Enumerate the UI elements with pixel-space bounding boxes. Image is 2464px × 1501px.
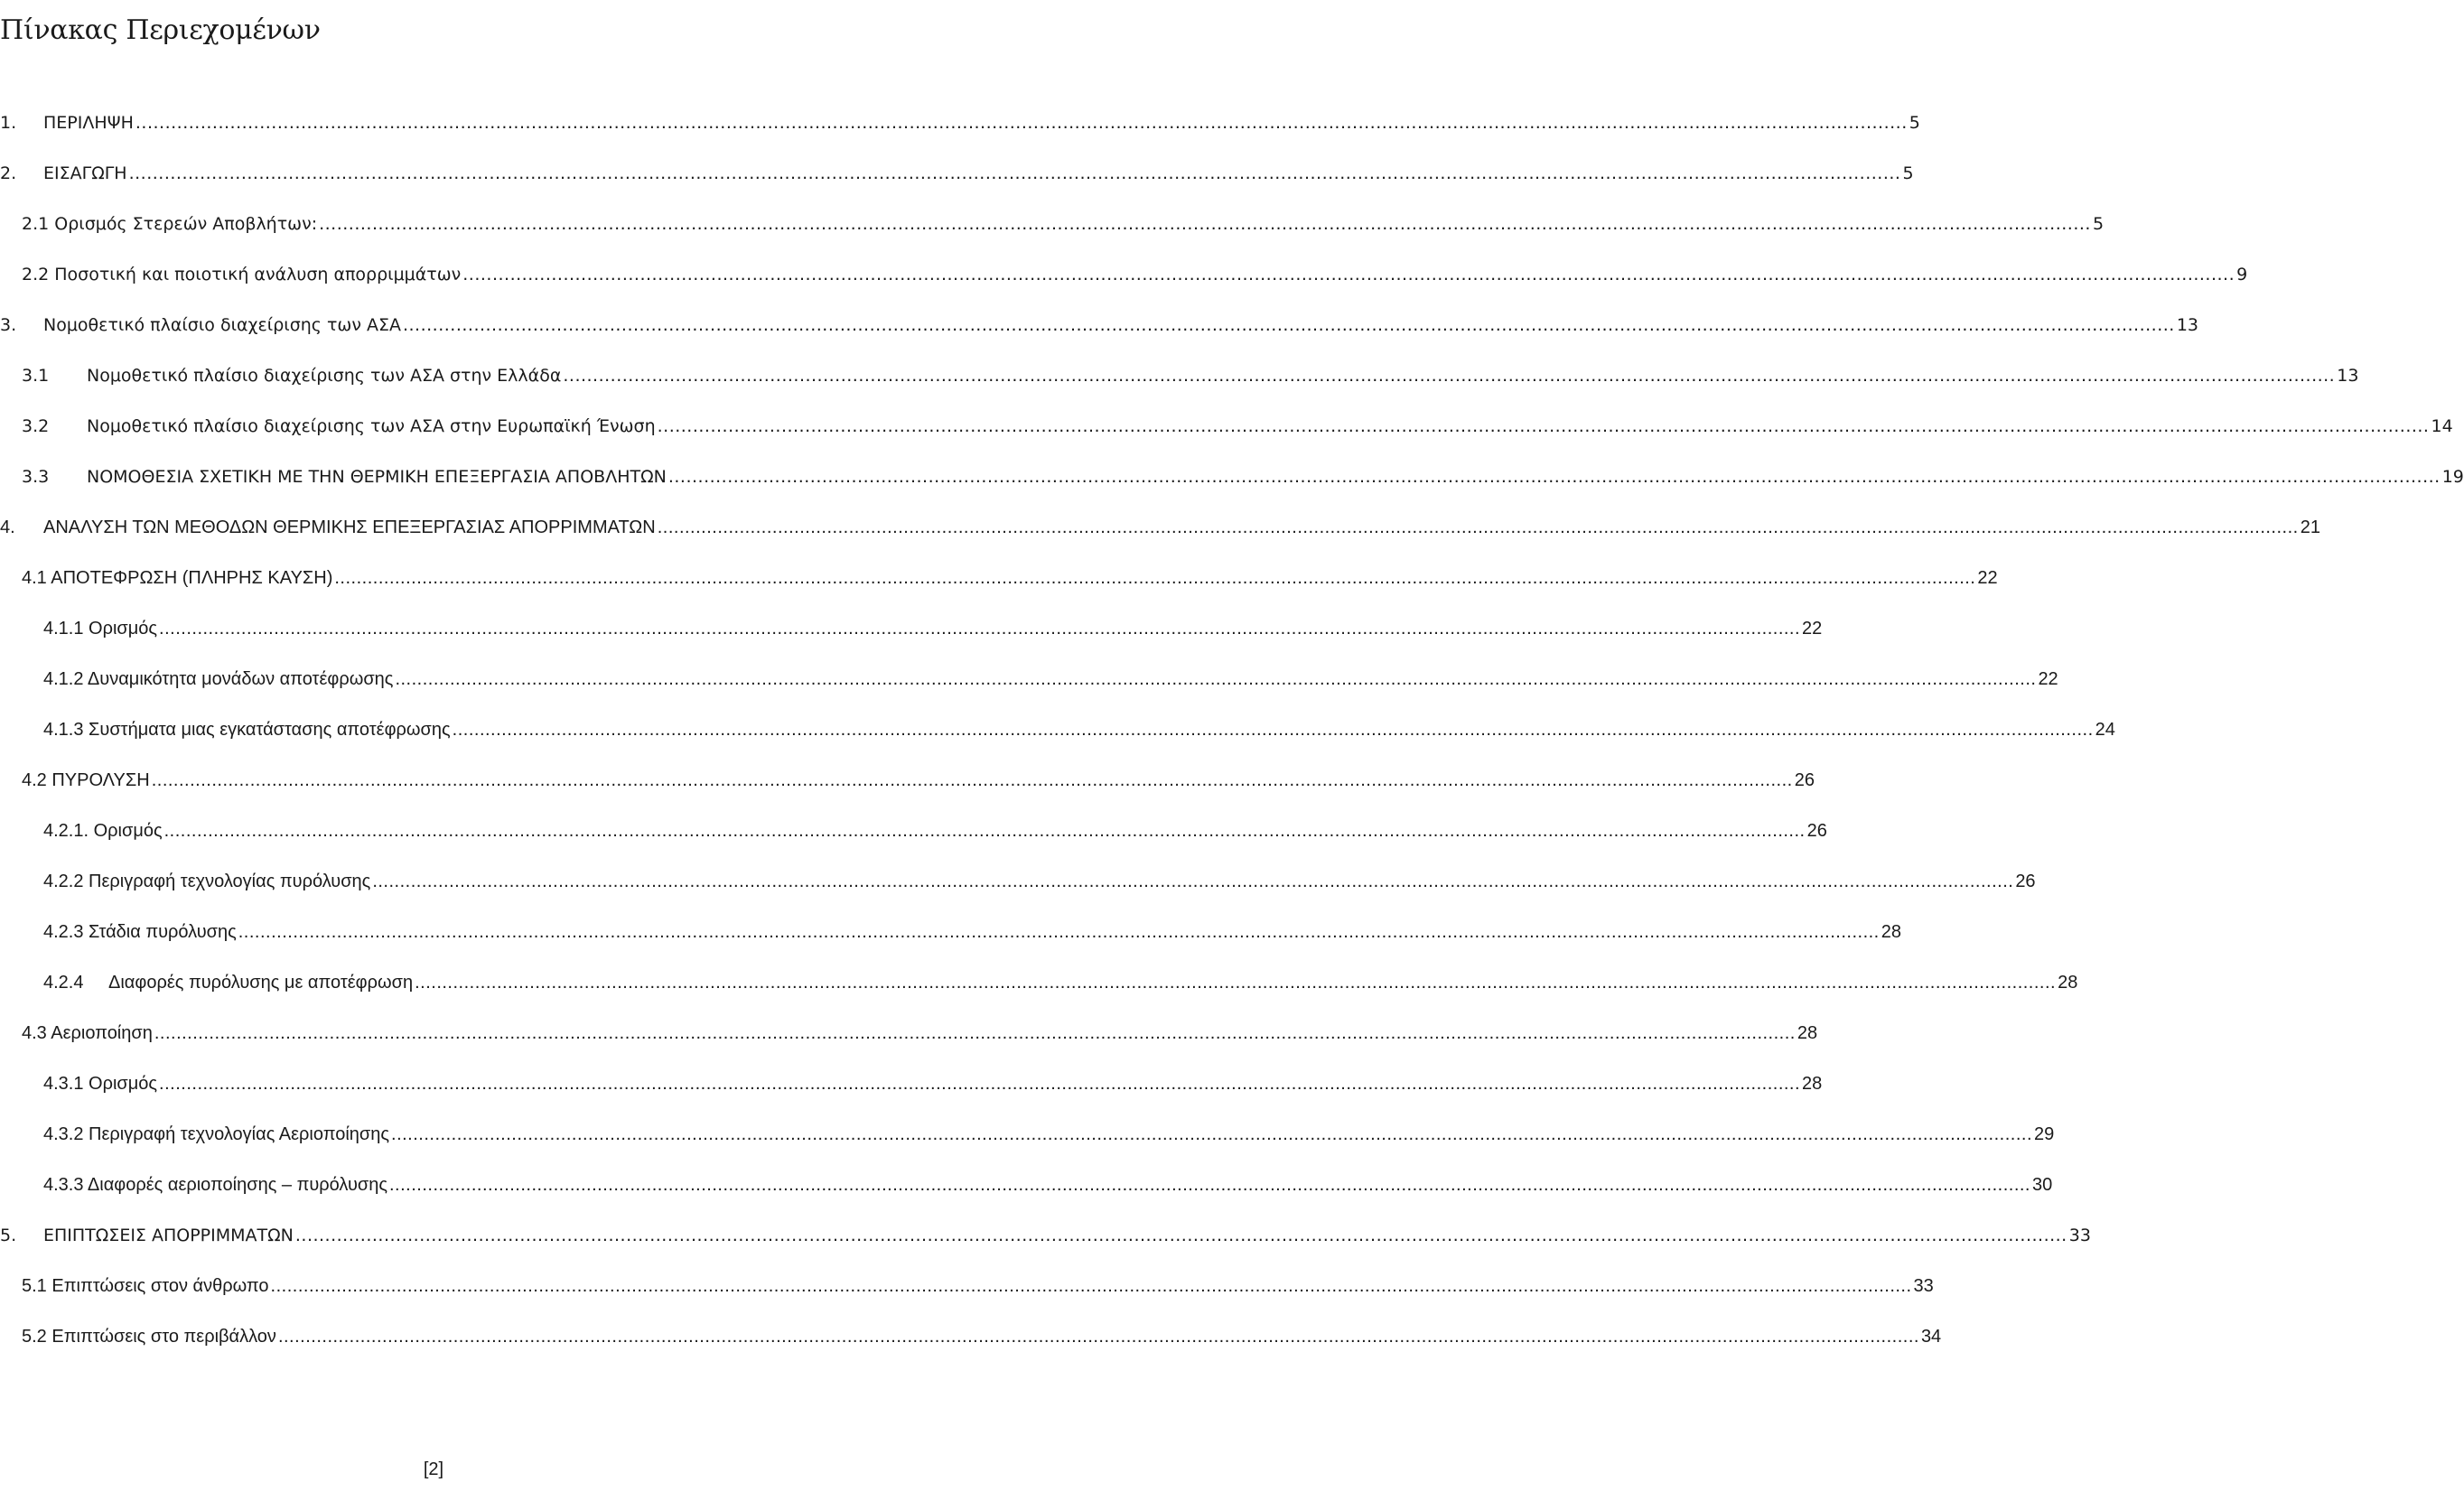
- toc-entry-page: 5: [1902, 163, 1914, 183]
- toc-leader-dots: ............................................................................................................................................................................................................................................................................................................: [270, 1275, 1912, 1296]
- toc-leader-dots: ............................................................................................................................................................................................................................................................................................................: [277, 1326, 1919, 1347]
- toc-entry-number: 3.: [0, 315, 17, 335]
- toc-entry-number: 4.: [0, 517, 15, 537]
- toc-entry-text: 5.1 Επιπτώσεις στον άνθρωπο: [22, 1275, 269, 1296]
- toc-entry-text: 4.2 ΠΥΡΟΛΥΣΗ: [22, 769, 150, 790]
- toc-entry[interactable]: [0, 1222, 2091, 1249]
- toc-entry[interactable]: [0, 160, 1914, 187]
- toc-entry[interactable]: [43, 1070, 1823, 1097]
- toc-entry-text: 4.1 ΑΠΟΤΕΦΡΩΣΗ (ΠΛΗΡΗΣ ΚΑΥΣΗ): [22, 567, 333, 588]
- toc-entry-text: 4.3.2 Περιγραφή τεχνολογίας Αεριοποίησης: [43, 1123, 390, 1144]
- toc-entry-text: Νομοθετικό πλαίσιο διαχείρισης των ΑΣΑ στην Ελλάδα: [87, 366, 562, 386]
- toc-entry-text: 5.2 Επιπτώσεις στο περιβάλλον: [22, 1326, 276, 1347]
- toc-leader-dots: ............................................................................................................................................................................................................................................................................................................: [657, 517, 2299, 537]
- toc-entry-page: 22: [1802, 618, 1823, 639]
- toc-entry-number: 3.1: [22, 366, 50, 386]
- toc-leader-dots: ............................................................................................................................................................................................................................................................................................................: [154, 1022, 1796, 1043]
- toc-entry[interactable]: [43, 716, 2115, 743]
- toc-leader-dots: ............................................................................................................................................................................................................................................................................................................: [667, 467, 2441, 487]
- toc-leader-dots: ............................................................................................................................................................................................................................................................................................................: [151, 769, 1793, 790]
- toc-leader-dots: ............................................................................................................................................................................................................................................................................................................: [163, 820, 1806, 841]
- toc-entry-page: 26: [2015, 871, 2036, 891]
- toc-entry[interactable]: [22, 210, 2105, 238]
- toc-entry-number: 5.: [0, 1226, 17, 1245]
- toc-entry-text: 2.1 Ορισμός Στερεών Αποβλήτων:: [22, 214, 318, 234]
- toc-entry-page: 30: [2032, 1174, 2053, 1195]
- toc-leader-dots: ............................................................................................................................................................................................................................................................................................................: [657, 416, 2430, 436]
- toc-entry[interactable]: [22, 463, 2464, 490]
- toc-entry[interactable]: [43, 918, 1901, 946]
- toc-entry[interactable]: [0, 109, 1920, 136]
- toc-entry-page: 21: [2300, 517, 2320, 537]
- toc-leader-dots: ............................................................................................................................................................................................................................................................................................................: [372, 871, 2014, 891]
- toc-entry-number: 3.2: [22, 416, 50, 436]
- toc-entry[interactable]: [22, 1273, 1934, 1300]
- toc-entry-text: ΕΠΙΠΤΩΣΕΙΣ ΑΠΟΡΡΙΜΜΑΤΩΝ: [43, 1226, 294, 1245]
- toc-leader-dots: ............................................................................................................................................................................................................................................................................................................: [389, 1174, 2030, 1195]
- toc-entry-page: 33: [1913, 1275, 1934, 1296]
- toc-entry-page: 9: [2236, 265, 2248, 284]
- toc-leader-dots: ............................................................................................................................................................................................................................................................................................................: [415, 972, 2057, 993]
- toc-entry-text: 2.2 Ποσοτική και ποιοτική ανάλυση απορριμμάτων: [22, 265, 462, 284]
- toc-entry-page: 5: [2092, 214, 2105, 234]
- page-number: [2]: [423, 1459, 444, 1479]
- toc-leader-dots: ............................................................................................................................................................................................................................................................................................................: [238, 921, 1880, 942]
- toc-entry-page: 28: [1881, 921, 1901, 942]
- toc-entry[interactable]: [22, 362, 2359, 389]
- toc-entry-text: 4.2.2 Περιγραφή τεχνολογίας πυρόλυσης: [43, 871, 371, 891]
- toc-entry-page: 33: [2068, 1226, 2091, 1245]
- toc-entry-number: 3.3: [22, 467, 50, 487]
- toc-leader-dots: ............................................................................................................................................................................................................................................................................................................: [159, 1073, 1801, 1094]
- toc-entry[interactable]: [22, 564, 1998, 592]
- toc-entry[interactable]: [22, 1323, 1942, 1350]
- toc-leader-dots: ............................................................................................................................................................................................................................................................................................................: [402, 315, 2175, 335]
- toc-entry-text: 4.3.3 Διαφορές αεριοποίησης – πυρόλυσης: [43, 1174, 387, 1195]
- toc-entry-page: 26: [1806, 820, 1827, 841]
- toc-entry[interactable]: [43, 969, 2078, 996]
- toc-entry[interactable]: [0, 312, 2199, 339]
- toc-entry-text: ΠΕΡΙΛΗΨΗ: [43, 113, 134, 133]
- toc-entry-page: 5: [1909, 113, 1920, 133]
- toc-leader-dots: ............................................................................................................................................................................................................................................................................................................: [452, 719, 2094, 740]
- toc-leader-dots: ............................................................................................................................................................................................................................................................................................................: [319, 214, 2091, 234]
- toc-entry[interactable]: [22, 1020, 1818, 1047]
- toc-entry-page: 28: [1797, 1022, 1818, 1043]
- toc-entry[interactable]: [43, 615, 1823, 642]
- toc-entry-page: 24: [2095, 719, 2115, 740]
- toc-leader-dots: ............................................................................................................................................................................................................................................................................................................: [391, 1123, 2033, 1144]
- toc-entry-text: 4.1.3 Συστήματα μιας εγκατάστασης αποτέφρωσης: [43, 719, 451, 740]
- toc-entry-page: 28: [1802, 1073, 1823, 1094]
- toc-entry[interactable]: [43, 1121, 2055, 1148]
- toc-entry-number: 1.: [0, 113, 17, 133]
- toc-entry[interactable]: [43, 1171, 2053, 1198]
- toc-entry[interactable]: [22, 767, 1815, 794]
- toc-entry-text: ΝΟΜΟΘΕΣΙΑ ΣΧΕΤΙΚΗ ΜΕ ΤΗΝ ΘΕΡΜΙΚΗ ΕΠΕΞΕΡΓΑΣΙΑ ΑΠΟΒΛΗΤΩΝ: [87, 467, 667, 487]
- toc-entry-number: 2.: [0, 163, 17, 183]
- toc-entry-number: 4.2.4: [43, 972, 84, 993]
- toc-leader-dots: ............................................................................................................................................................................................................................................................................................................: [128, 163, 1901, 183]
- toc-entry-text: Νομοθετικό πλαίσιο διαχείρισης των ΑΣΑ: [43, 315, 401, 335]
- toc-entry[interactable]: [43, 868, 2036, 895]
- toc-entry-page: 22: [1977, 567, 1998, 588]
- toc-entry[interactable]: [22, 413, 2453, 440]
- toc-leader-dots: ............................................................................................................................................................................................................................................................................................................: [395, 668, 2037, 689]
- toc-entry-page: 22: [2038, 668, 2058, 689]
- toc-entry-page: 13: [2337, 366, 2359, 386]
- toc-entry[interactable]: [43, 666, 2058, 693]
- toc-entry-page: 28: [2058, 972, 2078, 993]
- toc-entry[interactable]: [0, 514, 2320, 541]
- toc-entry-page: 14: [2431, 416, 2453, 436]
- toc-leader-dots: ............................................................................................................................................................................................................................................................................................................: [294, 1226, 2067, 1245]
- toc-entry[interactable]: [43, 817, 1827, 844]
- toc-entry-text: Νομοθετικό πλαίσιο διαχείρισης των ΑΣΑ στην Ευρωπαϊκή Ένωση: [87, 416, 656, 436]
- toc-leader-dots: ............................................................................................................................................................................................................................................................................................................: [462, 265, 2235, 284]
- toc-leader-dots: ............................................................................................................................................................................................................................................................................................................: [334, 567, 1976, 588]
- toc-entry-text: 4.1.1 Ορισμός: [43, 618, 158, 639]
- toc-leader-dots: ............................................................................................................................................................................................................................................................................................................: [563, 366, 2336, 386]
- toc-entry[interactable]: [22, 261, 2248, 288]
- toc-entry-text: ΑΝΑΛΥΣΗ ΤΩΝ ΜΕΘΟΔΩΝ ΘΕΡΜΙΚΗΣ ΕΠΕΞΕΡΓΑΣΙΑΣ ΑΠΟΡΡΙΜΜΑΤΩΝ: [43, 517, 656, 537]
- toc-entry-text: 4.2.3 Στάδια πυρόλυσης: [43, 921, 237, 942]
- toc-leader-dots: ............................................................................................................................................................................................................................................................................................................: [135, 113, 1908, 133]
- toc-entry-text: 4.1.2 Δυναμικότητα μονάδων αποτέφρωσης: [43, 668, 394, 689]
- toc-entry-page: 13: [2176, 315, 2199, 335]
- toc-entry-text: 4.3.1 Ορισμός: [43, 1073, 158, 1094]
- document-title: Πίνακας Περιεχομένων: [0, 14, 321, 47]
- toc-entry-text: Διαφορές πυρόλυσης με αποτέφρωση: [108, 972, 414, 993]
- toc-entry-text: 4.3 Αεριοποίηση: [22, 1022, 153, 1043]
- toc-entry-page: 19: [2441, 467, 2464, 487]
- toc-entry-page: 26: [1794, 769, 1815, 790]
- toc-entry-text: 4.2.1. Ορισμός: [43, 820, 163, 841]
- toc-entry-page: 34: [1920, 1326, 1942, 1347]
- toc-entry-text: ΕΙΣΑΓΩΓΗ: [43, 163, 127, 183]
- toc-leader-dots: ............................................................................................................................................................................................................................................................................................................: [159, 618, 1801, 639]
- toc-entry-page: 29: [2034, 1123, 2055, 1144]
